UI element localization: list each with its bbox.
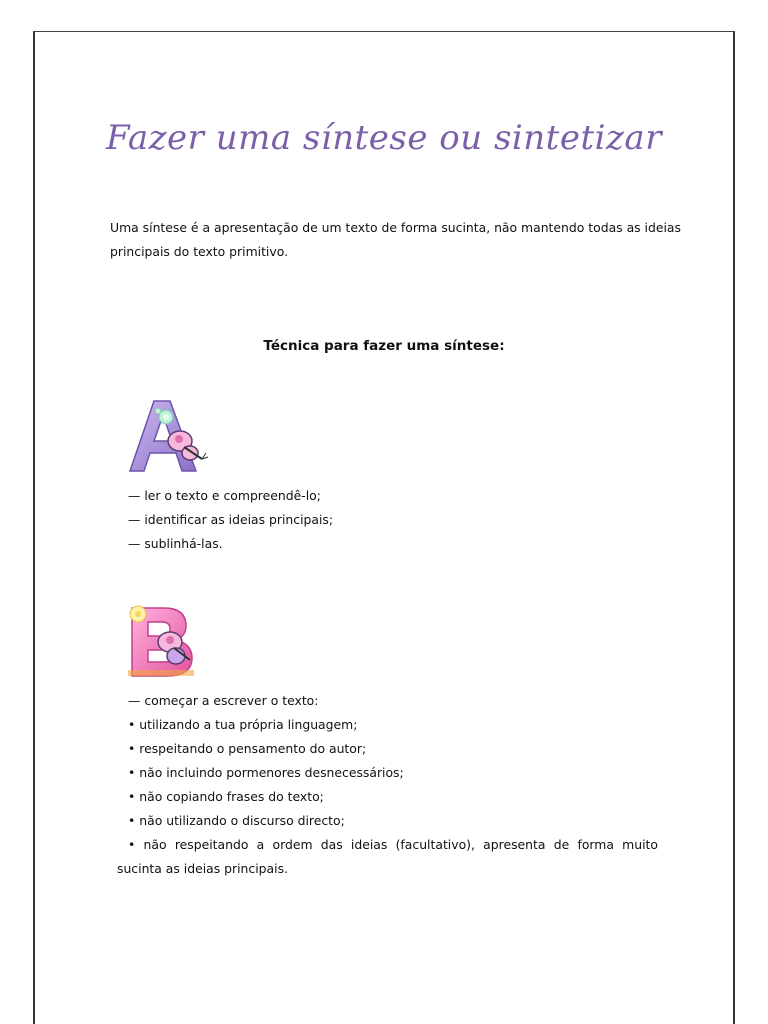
list-item: • utilizando a tua própria linguagem; [128,717,358,732]
letter-b-butterfly-icon [124,602,202,678]
intro-paragraph: Uma síntese é a apresentação de um texto de forma sucinta, não mantendo todas as ideias principais do texto primitivo. [110,220,681,259]
list-item: — começar a escrever o texto: [128,693,319,708]
section-a-list [128,484,578,556]
list-item: — identificar as ideias principais; [128,512,334,527]
list-item: • não copiando frases do texto; [128,789,324,804]
list-item [128,833,668,857]
document-title: Fazer uma síntese ou sintetizar [106,118,662,158]
list-item: • respeitando o pensamento do autor; [128,741,367,756]
technique-heading: Técnica para fazer uma síntese: [263,338,505,354]
list-item: • não utilizando o discurso directo; [128,813,345,828]
list-item: — sublinhá-las. [128,536,223,551]
list-item-line: • não respeitando a ordem das ideias (facultativo), apresenta de forma muito [128,837,658,852]
list-item: — ler o texto e compreendê-lo; [128,488,321,503]
letter-a-butterfly-icon [124,397,210,475]
list-item-continuation: sucinta as ideias principais. [117,861,288,876]
section-b-list [117,689,668,881]
list-item: • não incluindo pormenores desnecessários; [128,765,404,780]
